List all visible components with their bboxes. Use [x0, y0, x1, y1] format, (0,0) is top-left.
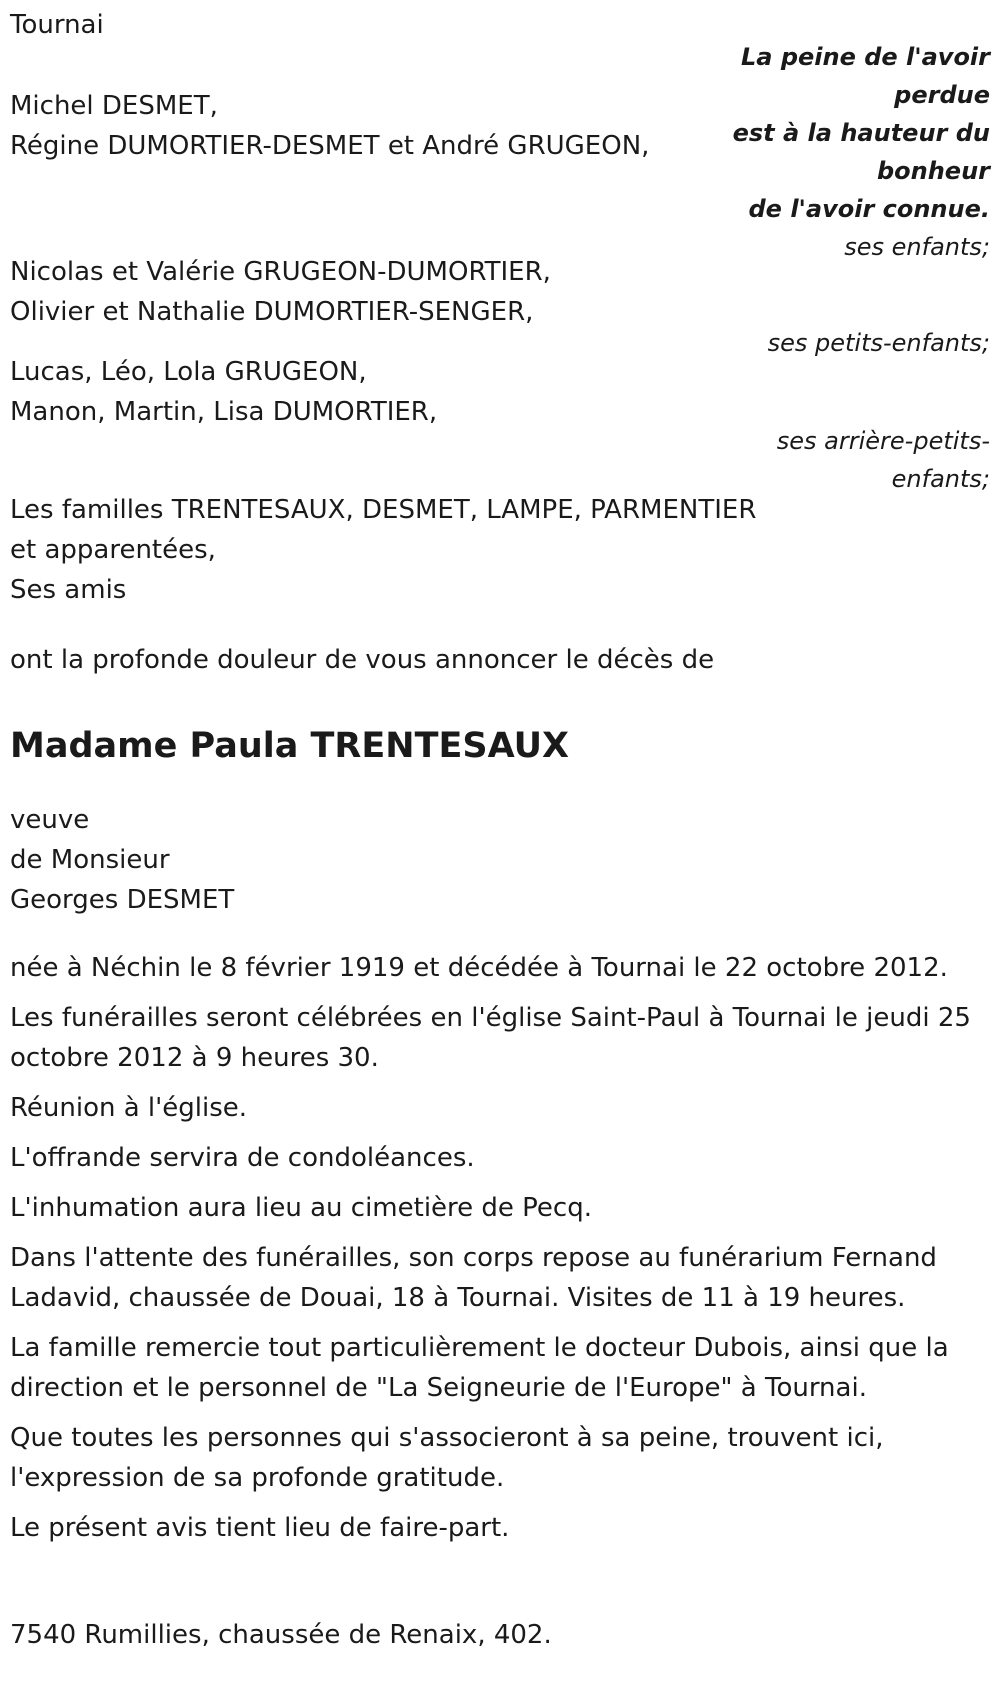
role-label: ses petits-enfants; [767, 329, 990, 357]
detail-paragraph: Les funérailles seront célébrées en l'église Saint-Paul à Tournai le jeudi 25 octobre 2012 à 9 heures 30. [10, 1003, 971, 1073]
great-grandchildren-list [10, 352, 437, 432]
great-grandchildren-role [720, 422, 990, 498]
widow-line: veuve [10, 805, 90, 835]
role-label: ses enfants; [844, 233, 990, 261]
quote-line: La peine de l'avoir [740, 43, 990, 71]
place-heading [10, 5, 104, 45]
family-member: Nicolas et Valérie GRUGEON-DUMORTIER, [10, 257, 551, 287]
details-paragraphs [10, 948, 990, 1558]
detail-paragraph: Dans l'attente des funérailles, son corps repose au funérarium Fernand Ladavid, chaussée de Douai, 18 à Tournai. Visites de 11 à 19 heures. [10, 1243, 937, 1313]
detail-paragraph: L'offrande servira de condoléances. [10, 1143, 475, 1173]
role-label: ses arrière-petits- [776, 427, 990, 455]
quote-line: est à la hauteur du [732, 119, 990, 147]
memorial-quote [720, 38, 990, 228]
place-text: Tournai [10, 10, 104, 40]
detail-paragraph: née à Néchin le 8 février 1919 et décédée à Tournai le 22 octobre 2012. [10, 953, 948, 983]
announcement-text: ont la profonde douleur de vous annoncer le décès de [10, 645, 715, 675]
grandchildren-list [10, 252, 551, 332]
detail-paragraph: Réunion à l'église. [10, 1093, 248, 1123]
family-line: Les familles TRENTESAUX, DESMET, LAMPE, PARMENTIER [10, 495, 757, 525]
detail-paragraph: Que toutes les personnes qui s'associeront à sa peine, trouvent ici, l'expression de sa profonde gratitude. [10, 1423, 884, 1493]
address-text: 7540 Rumillies, chaussée de Renaix, 402. [10, 1620, 552, 1650]
widow-line: Georges DESMET [10, 885, 235, 915]
family-line: et apparentées, [10, 535, 216, 565]
widow-line: de Monsieur [10, 845, 170, 875]
announcement [10, 640, 714, 680]
quote-line: perdue [894, 81, 990, 109]
grandchildren-role [720, 324, 990, 362]
deceased-name: Madame Paula TRENTESAUX [10, 726, 569, 766]
quote-line: bonheur [876, 157, 990, 185]
family-member: Michel DESMET, [10, 91, 218, 121]
family-member: Manon, Martin, Lisa DUMORTIER, [10, 397, 438, 427]
children-list [10, 86, 649, 166]
family-line: Ses amis [10, 575, 127, 605]
role-label: enfants; [891, 465, 990, 493]
children-role [720, 228, 990, 266]
detail-paragraph: Le présent avis tient lieu de faire-part. [10, 1513, 510, 1543]
family-member: Régine DUMORTIER-DESMET et André GRUGEON, [10, 131, 650, 161]
family-member: Olivier et Nathalie DUMORTIER-SENGER, [10, 297, 534, 327]
detail-paragraph: La famille remercie tout particulièrement le docteur Dubois, ainsi que la direction et le personnel de "La Seigneurie de l'Europe" à Tournai. [10, 1333, 949, 1403]
widow-of [10, 800, 234, 920]
address [10, 1615, 552, 1655]
quote-line: de l'avoir connue. [748, 195, 990, 223]
families-list [10, 490, 756, 610]
detail-paragraph: L'inhumation aura lieu au cimetière de Pecq. [10, 1193, 592, 1223]
family-member: Lucas, Léo, Lola GRUGEON, [10, 357, 367, 387]
